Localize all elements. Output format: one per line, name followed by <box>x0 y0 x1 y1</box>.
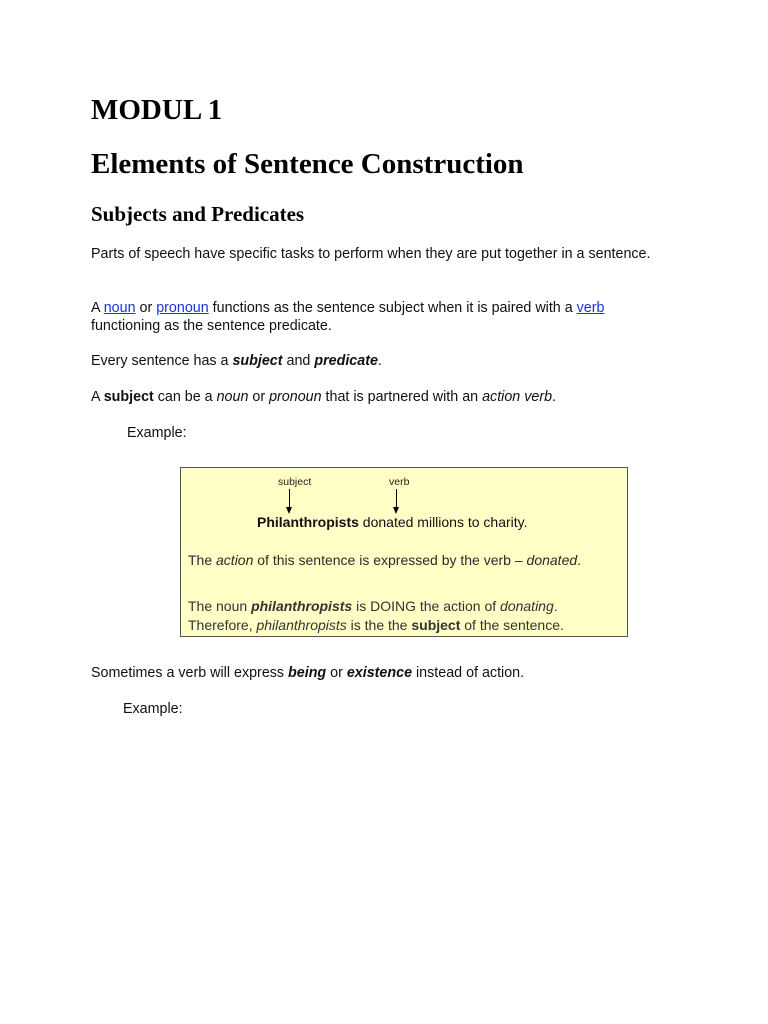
sentence-rest: donated millions to charity. <box>358 514 528 530</box>
verb-label: verb <box>389 476 410 488</box>
existence-term: existence <box>346 665 413 681</box>
text-segment: can be a <box>153 389 217 405</box>
text-segment: of this sentence is expressed by the verb – <box>253 552 527 568</box>
text-segment: instead of action. <box>412 665 525 681</box>
being-term: being <box>288 665 327 681</box>
subject-term: subject <box>103 389 154 405</box>
being-existence-paragraph <box>91 665 651 683</box>
explanation-line-2 <box>188 597 558 615</box>
text-segment: . <box>577 552 582 568</box>
donating-term: donating <box>500 598 554 614</box>
sentence-subject: Philanthropists <box>257 514 359 530</box>
text-segment: that is partnered with an <box>321 389 483 405</box>
subject-predicate-paragraph <box>91 353 651 371</box>
predicate-term: predicate <box>314 353 378 369</box>
text-segment: The <box>188 552 217 568</box>
section-heading: Subjects and Predicates <box>91 202 305 226</box>
example-label: Example: <box>127 425 187 441</box>
example-sentence <box>257 513 528 531</box>
text-segment: Sometimes a verb will express <box>91 665 289 681</box>
text-segment: or <box>326 665 347 681</box>
text-segment: . <box>552 389 557 405</box>
action-term: action <box>216 552 254 568</box>
text-segment: is the the <box>346 617 412 633</box>
text-segment: The noun <box>188 598 252 614</box>
text-segment: or <box>135 300 157 316</box>
action-verb-term: action verb <box>482 389 553 405</box>
subject-label: subject <box>278 476 312 488</box>
intro-paragraph: Parts of speech have specific tasks to perform when they are put together in a sentence. <box>91 246 651 262</box>
text-segment: A <box>91 389 104 405</box>
text-segment: of the sentence. <box>460 617 564 633</box>
verb-arrow-icon <box>396 489 397 508</box>
text-segment: or <box>248 389 270 405</box>
noun-term: noun <box>216 389 249 405</box>
philanthropists-term: philanthropists <box>256 617 347 633</box>
explanation-line-3 <box>188 616 564 634</box>
text-segment: and <box>282 353 315 369</box>
text-segment: . <box>553 598 558 614</box>
page-title: Elements of Sentence Construction <box>91 148 524 180</box>
philanthropists-term: philanthropists <box>251 598 353 614</box>
explanation-line-1 <box>188 551 581 569</box>
text-segment: functioning as the sentence predicate. <box>91 317 332 334</box>
subject-arrow-icon <box>289 489 290 508</box>
donated-term: donated <box>526 552 578 568</box>
module-heading: MODUL 1 <box>91 94 223 126</box>
subject-definition-paragraph <box>91 389 651 407</box>
verb-link[interactable]: verb <box>576 300 605 316</box>
text-segment: Therefore, <box>188 617 257 633</box>
example-label: Example: <box>123 701 183 717</box>
pronoun-term: pronoun <box>269 389 322 405</box>
text-segment: Every sentence has a <box>91 353 233 369</box>
noun-pronoun-paragraph <box>91 300 651 335</box>
text-segment: A <box>91 300 104 316</box>
subject-term: subject <box>232 353 283 369</box>
pronoun-link[interactable]: pronoun <box>156 300 209 316</box>
noun-link[interactable]: noun <box>103 300 136 316</box>
example-figure <box>180 467 628 637</box>
subject-term: subject <box>411 617 461 633</box>
text-segment: is DOING the action of <box>352 598 501 614</box>
text-segment: . <box>377 353 382 369</box>
text-segment: functions as the sentence subject when it is paired with a <box>208 300 577 316</box>
